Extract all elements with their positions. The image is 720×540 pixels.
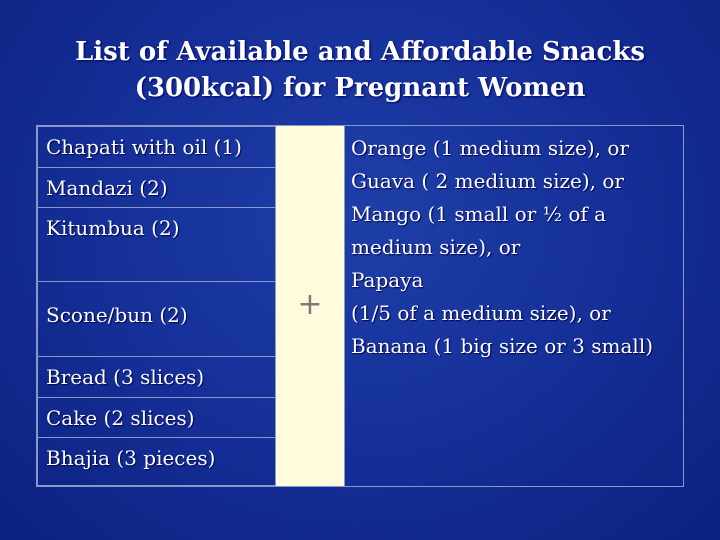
fruit-item: Guava ( 2 medium size), or bbox=[351, 169, 624, 193]
slide-title bbox=[0, 34, 720, 106]
plus-icon: + bbox=[297, 287, 323, 322]
snack-item: Chapati with oil (1) bbox=[46, 135, 242, 159]
snack-item: Mandazi (2) bbox=[46, 176, 168, 200]
table-cell bbox=[37, 126, 276, 168]
snack-item: Kitumbua (2) bbox=[46, 216, 180, 240]
title-line-2: (300kcal) for Pregnant Women bbox=[134, 73, 586, 103]
fruit-item: medium size), or bbox=[351, 235, 521, 259]
fruit-item: Orange (1 medium size), or bbox=[351, 136, 629, 160]
fruit-item: Papaya bbox=[351, 268, 424, 292]
table-cell bbox=[37, 397, 276, 438]
fruit-list bbox=[343, 126, 697, 492]
table-cell bbox=[37, 207, 276, 282]
table-cell bbox=[37, 437, 276, 486]
fruit-item: (1/5 of a medium size), or bbox=[351, 301, 611, 325]
fruit-item: Mango (1 small or ½ of a bbox=[351, 202, 607, 226]
fruit-item: Banana (1 big size or 3 small) bbox=[351, 334, 654, 358]
snack-table bbox=[36, 125, 684, 487]
table-cell bbox=[37, 281, 276, 357]
title-line-1: List of Available and Affordable Snacks bbox=[75, 37, 645, 67]
table-cell bbox=[37, 356, 276, 398]
snack-item: Scone/bun (2) bbox=[46, 303, 188, 327]
snack-item: Bread (3 slices) bbox=[46, 365, 205, 389]
table-cell bbox=[37, 167, 276, 208]
snack-item: Cake (2 slices) bbox=[46, 406, 195, 430]
snack-item: Bhajia (3 pieces) bbox=[46, 446, 216, 470]
plus-column bbox=[275, 126, 345, 486]
